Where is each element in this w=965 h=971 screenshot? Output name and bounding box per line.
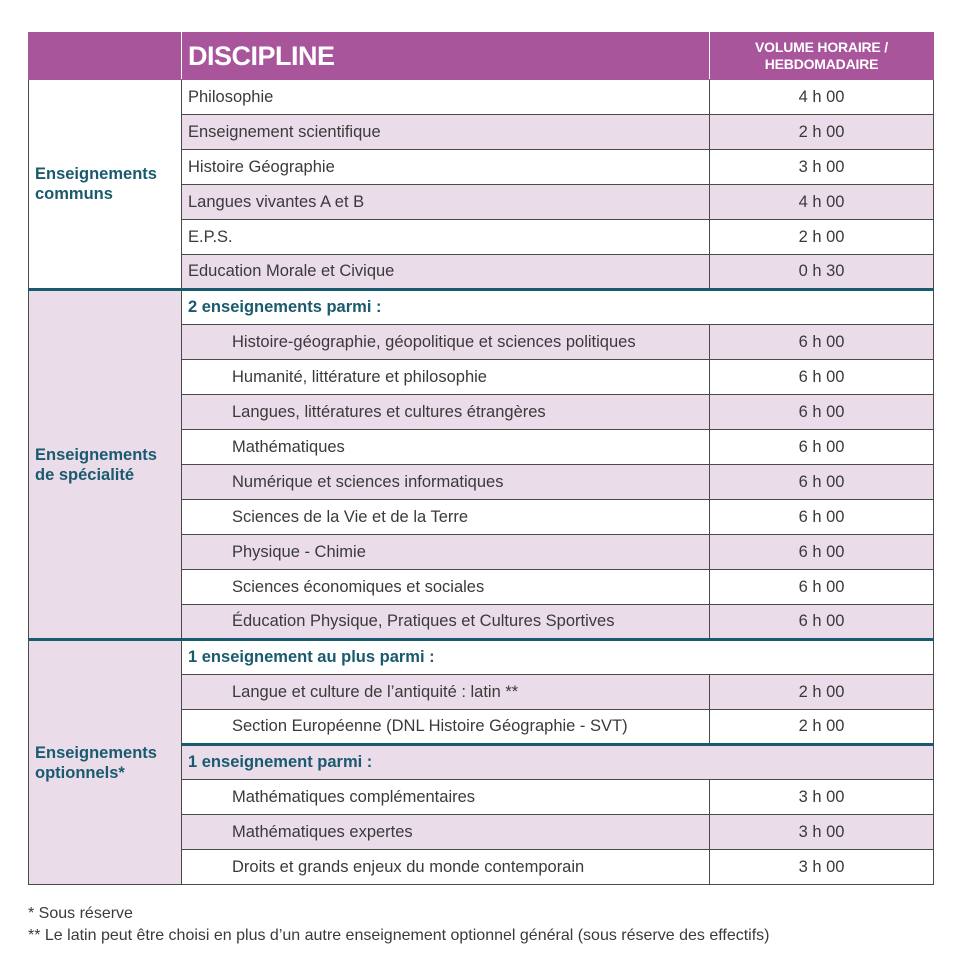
discipline-name: Langue et culture de l’antiquité : latin ** bbox=[182, 675, 710, 710]
subheader-row bbox=[29, 290, 934, 325]
discipline-hours: 6 h 00 bbox=[710, 605, 934, 640]
discipline-name: Section Européenne (DNL Histoire Géographie - SVT) bbox=[182, 710, 710, 745]
discipline-name: Droits et grands enjeux du monde contemporain bbox=[182, 850, 710, 885]
discipline-hours: 6 h 00 bbox=[710, 430, 934, 465]
table-header-row bbox=[29, 33, 934, 80]
discipline-name: E.P.S. bbox=[182, 220, 710, 255]
discipline-hours: 2 h 00 bbox=[710, 115, 934, 150]
schedule-table bbox=[28, 32, 934, 885]
footnotes bbox=[28, 903, 770, 947]
discipline-hours: 2 h 00 bbox=[710, 710, 934, 745]
discipline-name: Humanité, littérature et philosophie bbox=[182, 360, 710, 395]
discipline-hours: 6 h 00 bbox=[710, 535, 934, 570]
discipline-name: Histoire Géographie bbox=[182, 150, 710, 185]
discipline-name: Mathématiques complémentaires bbox=[182, 780, 710, 815]
discipline-name: Langues vivantes A et B bbox=[182, 185, 710, 220]
group-label-line1: Enseignements bbox=[35, 445, 157, 464]
discipline-name: Philosophie bbox=[182, 80, 710, 115]
table-row bbox=[29, 80, 934, 115]
schedule-table-wrapper bbox=[28, 32, 933, 885]
discipline-hours: 4 h 00 bbox=[710, 80, 934, 115]
discipline-hours: 0 h 30 bbox=[710, 255, 934, 290]
discipline-name: Sciences économiques et sociales bbox=[182, 570, 710, 605]
subheader-row bbox=[29, 640, 934, 675]
group-label-line2: optionnels* bbox=[35, 763, 125, 782]
discipline-name: Éducation Physique, Pratiques et Cultures Sportives bbox=[182, 605, 710, 640]
group-label-communs bbox=[29, 80, 182, 290]
header-volume-line2: HEBDOMADAIRE bbox=[764, 56, 879, 72]
discipline-name: Sciences de la Vie et de la Terre bbox=[182, 500, 710, 535]
subheader-specialite: 2 enseignements parmi : bbox=[182, 290, 934, 325]
discipline-hours: 3 h 00 bbox=[710, 780, 934, 815]
discipline-hours: 6 h 00 bbox=[710, 570, 934, 605]
discipline-name: Histoire-géographie, géopolitique et sciences politiques bbox=[182, 325, 710, 360]
subheader-optionnels-1: 1 enseignement au plus parmi : bbox=[182, 640, 934, 675]
group-label-line2: communs bbox=[35, 185, 113, 203]
group-label-optionnels bbox=[29, 640, 182, 885]
discipline-name: Mathématiques bbox=[182, 430, 710, 465]
discipline-hours: 6 h 00 bbox=[710, 395, 934, 430]
discipline-name: Numérique et sciences informatiques bbox=[182, 465, 710, 500]
footnote-1: * Sous réserve bbox=[28, 905, 133, 922]
discipline-hours: 2 h 00 bbox=[710, 220, 934, 255]
subheader-optionnels-2: 1 enseignement parmi : bbox=[182, 745, 934, 780]
discipline-hours: 2 h 00 bbox=[710, 675, 934, 710]
discipline-hours: 3 h 00 bbox=[710, 150, 934, 185]
discipline-hours: 3 h 00 bbox=[710, 850, 934, 885]
discipline-hours: 3 h 00 bbox=[710, 815, 934, 850]
group-label-line2: de spécialité bbox=[35, 465, 135, 484]
discipline-hours: 6 h 00 bbox=[710, 465, 934, 500]
discipline-name: Langues, littératures et cultures étrangères bbox=[182, 395, 710, 430]
discipline-hours: 6 h 00 bbox=[710, 360, 934, 395]
discipline-hours: 6 h 00 bbox=[710, 325, 934, 360]
header-discipline: DISCIPLINE bbox=[182, 33, 710, 80]
discipline-name: Mathématiques expertes bbox=[182, 815, 710, 850]
group-label-specialite bbox=[29, 290, 182, 640]
header-empty-cell bbox=[29, 33, 182, 80]
header-volume-line1: VOLUME HORAIRE / bbox=[755, 39, 888, 55]
discipline-hours: 6 h 00 bbox=[710, 500, 934, 535]
discipline-name: Enseignement scientifique bbox=[182, 115, 710, 150]
header-volume bbox=[710, 33, 934, 80]
discipline-hours: 4 h 00 bbox=[710, 185, 934, 220]
group-label-line1: Enseignements bbox=[35, 743, 157, 762]
footnote-2: ** Le latin peut être choisi en plus d’un autre enseignement optionnel général (sous réserve des effectifs) bbox=[28, 927, 770, 944]
group-label-line1: Enseignements bbox=[35, 165, 157, 183]
discipline-name: Education Morale et Civique bbox=[182, 255, 710, 290]
discipline-name: Physique - Chimie bbox=[182, 535, 710, 570]
